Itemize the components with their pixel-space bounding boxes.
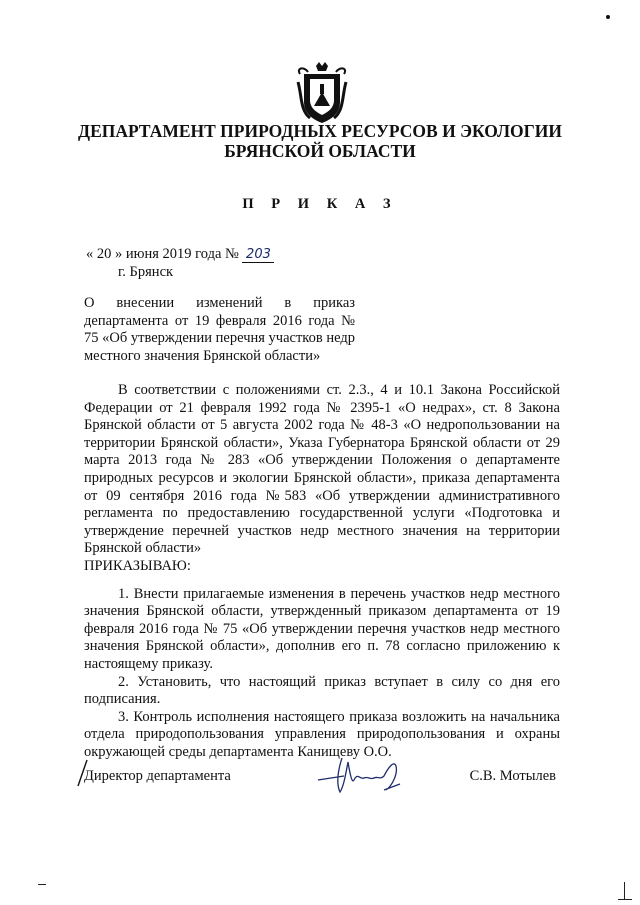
org-name-line-2: БРЯНСКОЙ ОБЛАСТИ — [224, 141, 416, 161]
order-item-3: 3. Контроль исполнения настоящего приказа возложить на начальника отдела природопользования управления природопользования и охраны окружающей среды департамента Канищеву О.О. — [84, 708, 560, 760]
document-subject: О внесении изменений в приказ департамента от 19 февраля 2016 года № 75 «Об утверждении перечня участков недр местного значения Брянской области» — [84, 295, 355, 364]
signatory-position: Директор департамента — [84, 768, 231, 784]
corner-dot-mark — [606, 15, 610, 19]
date-line — [86, 246, 274, 263]
scan-mark-bottom-right — [624, 882, 625, 900]
signatory-name: С.В. Мотылев — [469, 768, 556, 784]
handwritten-signature — [314, 750, 406, 798]
org-name-line-1: ДЕПАРТАМЕНТ ПРИРОДНЫХ РЕСУРСОВ И ЭКОЛОГИИ — [78, 121, 562, 141]
document-title: П Р И К А З — [242, 196, 398, 212]
scan-mark-bottom-left — [38, 884, 46, 885]
decree-word: ПРИКАЗЫВАЮ: — [84, 557, 191, 574]
preamble-paragraph: В соответствии с положениями ст. 2.3., 4 и 10.1 Закона Российской Федерации от 21 февраля 1992 года № 2395-1 «О недрах», ст. 8 Закона Брянской области от 5 августа 2002 года № 48-3 «О недропользовании на территории Брянской области», Указа Губернатора Брянской области от 29 марта 2013 года № 283 «Об утверждении Положения о департаменте природных ресурсов и экологии Брянской области», приказа департамента от 09 сентября 2016 года №583 «Об утверждении административного регламента по предоставлению государственной услуги «Подготовка и утверждение перечней участков недр местного значения на территории Брянской области» — [84, 382, 560, 557]
document-date: « 20 » июня 2019 года № — [86, 246, 239, 262]
document-city: г. Брянск — [118, 264, 174, 280]
coat-of-arms-emblem — [296, 62, 348, 124]
scan-mark-bottom-right-base — [618, 899, 632, 900]
order-item-2: 2. Установить, что настоящий приказ вступает в силу со дня его подписания. — [84, 673, 560, 708]
signature-block — [0, 762, 640, 812]
organization-name — [0, 121, 640, 161]
document-body — [84, 382, 560, 761]
order-item-1: 1. Внести прилагаемые изменения в перечень участков недр местного значения Брянской области, утвержденный приказом департамента от 19 февраля 2016 года № 75 «Об утверждении перечня участков недр местного значения Брянской области», дополнив его п. 78 согласно приложению к настоящему приказу. — [84, 585, 560, 672]
document-number: 203 — [242, 248, 274, 263]
